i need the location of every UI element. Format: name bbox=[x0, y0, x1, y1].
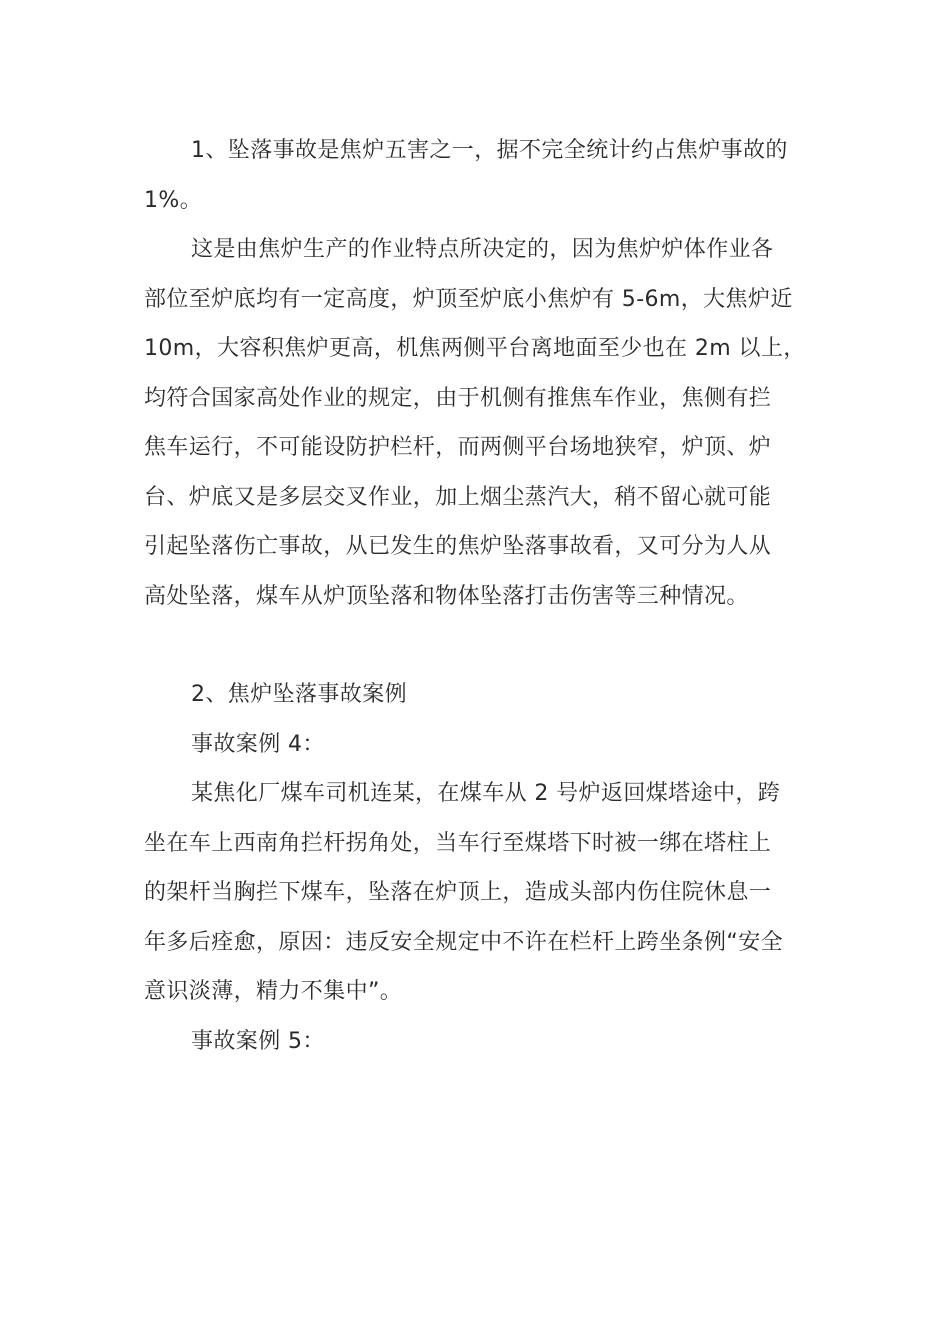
text-line: 某焦化厂煤车司机连某，在煤车从 2 号炉返回煤塔途中，跨 bbox=[191, 781, 781, 806]
text-line: 意识淡薄，精力不集中”。 bbox=[144, 979, 403, 1004]
text-line: 台、炉底又是多层交叉作业，加上烟尘蒸汽大，稍不留心就可能 bbox=[144, 484, 772, 510]
text-line: 这是由焦炉生产的作业特点所决定的，因为焦炉炉体作业各 bbox=[191, 237, 774, 262]
blank-line bbox=[144, 621, 808, 670]
text-line: 坐在车上西南角拦杆拐角处，当车行至煤塔下时被一绑在塔柱上 bbox=[144, 830, 772, 856]
paragraph-explanation bbox=[144, 225, 808, 621]
case-title-4: 事故案例 4： bbox=[191, 731, 325, 757]
text-line: 10m，大容积焦炉更高，机焦两侧平台离地面至少也在 2m 以上， bbox=[144, 336, 806, 361]
text-line: 均符合国家高处作业的规定，由于机侧有推焦车作业，焦侧有拦 bbox=[144, 385, 772, 411]
section-heading: 2、焦炉坠落事故案例 bbox=[191, 682, 407, 707]
text-line: 焦车运行，不可能设防护栏杆，而两侧平台场地狭窄，炉顶、炉 bbox=[144, 435, 772, 460]
document-content bbox=[144, 126, 808, 1066]
paragraph-intro bbox=[144, 126, 808, 225]
text-line: 引起坠落伤亡事故，从已发生的焦炉坠落事故看，又可分为人从 bbox=[144, 534, 772, 559]
text-line: 部位至炉底均有一定高度，炉顶至炉底小焦炉有 5-6m，大焦炉近 bbox=[144, 286, 793, 312]
paragraph-case-4 bbox=[144, 769, 808, 1017]
text-line: 的架杆当胸拦下煤车，坠落在炉顶上，造成头部内伤住院休息一 bbox=[144, 880, 772, 905]
case-title-5: 事故案例 5： bbox=[191, 1028, 325, 1054]
text-line: 1%。 bbox=[144, 187, 203, 213]
text-line: 1、坠落事故是焦炉五害之一，据不完全统计约占焦炉事故的 bbox=[191, 138, 788, 163]
text-line: 高处坠落，煤车从炉顶坠落和物体坠落打击伤害等三种情况。 bbox=[144, 583, 749, 609]
text-line: 年多后痊愈，原因：违反安全规定中不许在栏杆上跨坐条例“安全 bbox=[144, 929, 783, 955]
